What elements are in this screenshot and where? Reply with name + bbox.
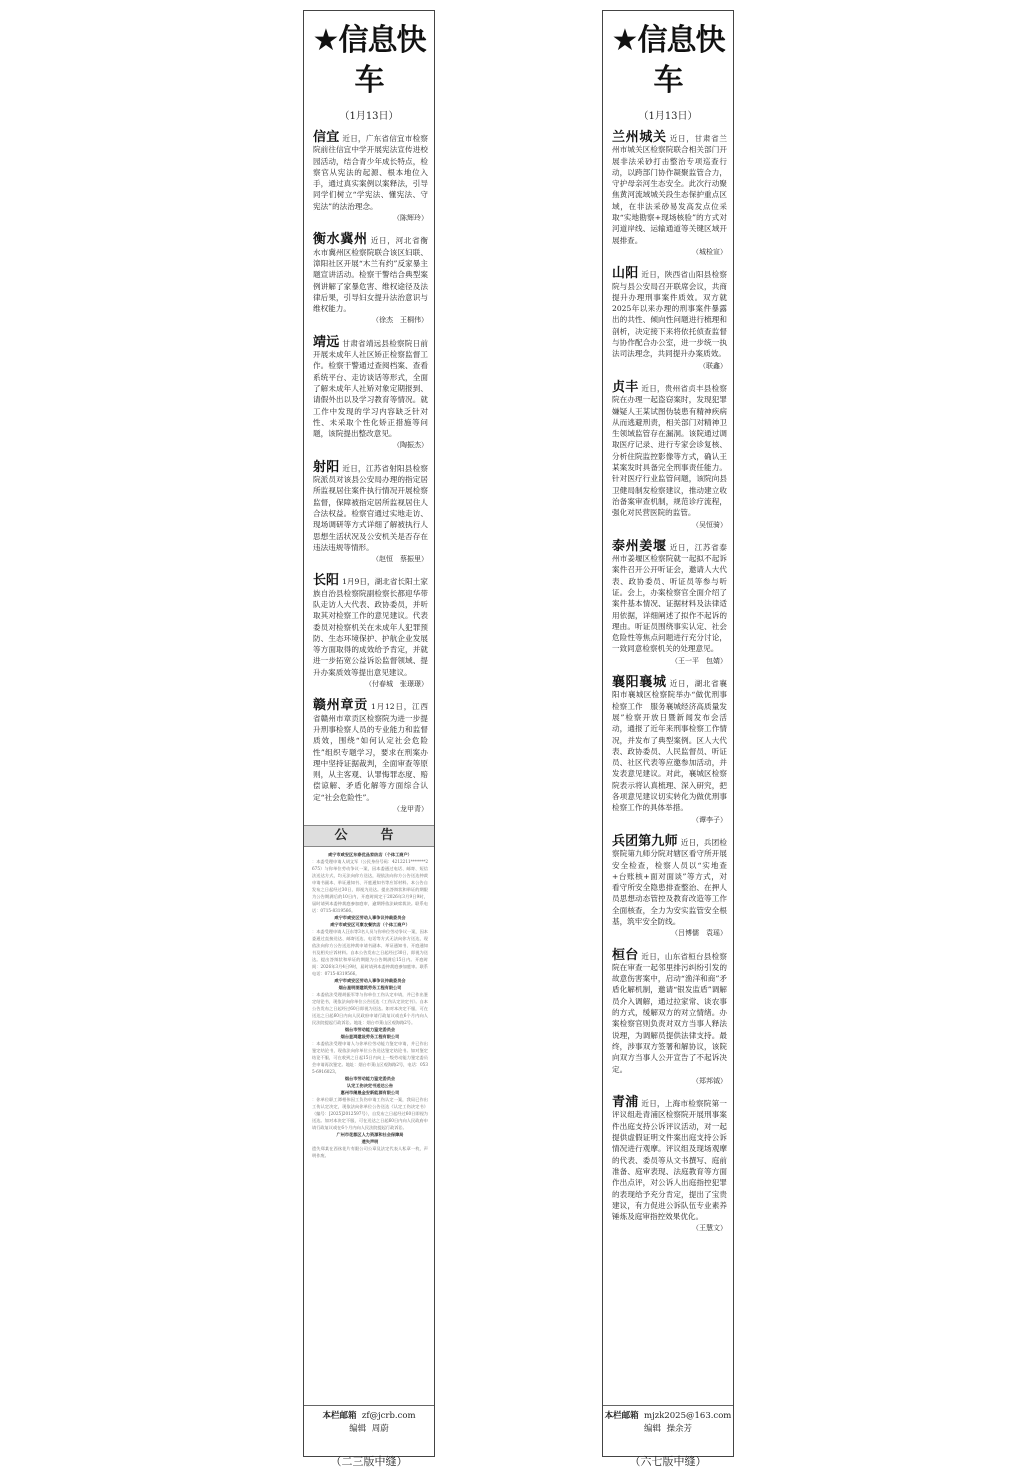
right-column [602,10,734,1457]
news-item-text: 甘肃省靖远县检察院日前开展未成年人社区矫正检察监督工作。检察干警通过查阅档案、查看系统平台、走访谈话等形式，全面了解未成年人社矫对象定期报到、请假外出以及学习教育等情况。就工作中发现的学习内容缺乏针对性、未采取个性化矫正措施等问题，该院提出整改意见。 [313,338,428,439]
news-item-text: 近日，兵团检察院第九师分院对辖区看守所开展安全检查，检察人员以“实地查+台账核+面对面谈”等方式，对看守所安全隐患排查整治、在押人员思想动态管控及教育改造等工作全面核查，全力为安实监管安全根基，筑牢安全防线。 [612,837,727,926]
news-item-place: 襄阳襄城 [612,675,667,691]
news-item-place: 衡水冀州 [313,232,368,248]
news-item [304,234,434,326]
notice-title: 烟台星明图建筑劳务工程有限公司 [338,985,402,991]
news-item-place: 靖远 [313,334,340,350]
news-item-author: （吴恒骑） [692,520,727,529]
news-item-text: 近日，陕西省山阳县检察院与县公安局召开联席会议，共商提升办理刑事案件质效。双方就2025年以来办理的刑事案件暴露出的共性、倾向性问题进行梳理和剖析，决定接下来将依托侦查监督与协作配合办公室，进一步统一执法司法理念，共同提升办案质效。 [612,270,727,359]
mailbox-left [304,1405,434,1456]
news-item-text: 近日，河北省衡水市冀州区检察院联合该区妇联、漳阳社区开展“木兰有约”反家暴主题宣讲活动。检察干警结合典型案例讲解了家暴危害、维权途径及法律后果，引导妇女提升法治意识与维权能力。 [313,236,428,314]
masthead-right: ★信息快车 [611,23,725,98]
news-item-text: 近日，上海市检察院第一评议组赴青浦区检察院开展刑事案件出庭支持公诉评议活动，对一起提供虚假证明文件案出庭支持公诉情况进行观摩。评议组及现场观摩的代表、委员等从文书撰写、庭前准备、庭审表现、法庭教育等方面作出点评，对公诉人出庭指控犯罪的表现给予充分肯定，提出了宝贵建议，有力促进公诉队伍专业素养锤炼及庭审指控效果优化。 [612,1099,727,1222]
news-item-text: 近日，甘肃省兰州市城关区检察院联合相关部门开展非法采砂打击整治专项巡查行动，以跨部门协作凝聚监管合力，守护母亲河生态安全。此次行动聚焦黄河流域城关段生态保护重点区域，在非法采砂易发高发点位采取“实地勘察+现场核验”的方式对河道岸线、运输通道等关键区域开展排查。 [612,134,727,245]
news-item-author: （赵恒 蔡振里） [372,555,428,564]
notice-text: 遗失郑某在西丝花片有限公司公章及法定代表人私章一枚，声明作废。 [312,1146,428,1159]
news-item-place: 青浦 [612,1095,639,1111]
left-stories [304,132,434,815]
news-item [603,947,733,1088]
news-item-text: 1月9日，湖北省长阳土家族自治县检察院副检察长都迎华带队走访人大代表、政协委员，并听取其对检察工作的意见建议。代表委员对检察机关在未成年人犯罪预防、生态环境保护、护航企业发展等方面取得的成效给予肯定，并就进一步拓宽公益诉讼监督领域、提升办案质效等提出意见建议。 [313,577,428,677]
news-item-author: （陶振杰） [393,441,428,450]
notice-title: 咸宁市咸安区可康农餐饮店（个体工商户） [330,922,410,928]
news-item-place: 山阳 [612,266,639,282]
notice-title: 咸宁市咸安区劳动人事争议仲裁委员会 [334,915,406,921]
notice-title: 烟台市劳动能力鉴定委员会 [344,1027,396,1033]
editor-name-right: 操余芳 [666,1424,692,1434]
mail-label-left: 本栏邮箱 [322,1411,357,1421]
news-item-author: （吕博儒 袁瑶） [671,929,727,938]
news-item [304,700,434,815]
news-item-place: 泰州姜堰 [612,538,667,554]
news-item-author: （联鑫） [699,361,727,370]
news-item-place: 贞丰 [612,379,639,395]
date-left: （1月13日） [339,111,399,122]
left-column [303,10,435,1457]
news-item-text: 近日，山东省桓台县检察院在审查一起邻里排污纠纷引发的故意伤害案中，启动“渔洋和商”矛盾化解机制，邀请“银发监盾”调解员介入调解，通过拉家常、谈农事的方式，缓解双方的对立情绪。办案检察官则负责对双方当事人释法说理，为调解员提供法律支持。最终，涉事双方签署和解协议，该院向双方当事人公开宣告了不起诉决定。 [612,951,727,1074]
editor-name-left: 周蔚 [371,1424,389,1434]
news-item-text: 近日，贵州省贞丰县检察院在办理一起盗窃案时，发现犯罪嫌疑人王某试图伪装患有精神疾病从而逃避刑责，相关部门对精神卫生领域监管存在漏洞。该院通过调取医疗记录、进行专家会诊复核、分析住院监控影像等方式，确认王某案发时具备完全刑事责任能力。针对医疗行业监管问题，该院向县卫健局制发检察建议，推动建立收治备案审查机制，规范诊疗流程，强化对民营医院的监管。 [612,383,727,518]
right-stories [603,132,733,1235]
mail-address-left[interactable]: zf@jcrb.com [361,1411,416,1421]
notice-text: ：本委受理申请人汪东等3名人员与你单位劳动争议一案，因本委通过直接送达、邮寄送达、电话等方式无法向你方送达，现依法向你方公告送达仲裁申请书副本、举证通知书、开庭通知书及相关应诉材料。自本公告发布之日起经过30日，即视为送达。提出答辩状和举证的期限为公告期满后15日内。开庭时间：2026年3月4日9时，届时请到本委仲裁庭参加庭审。联系电话：0715-8319566。 [312,929,428,977]
news-item-place: 桓台 [612,947,639,963]
news-item [304,575,434,690]
date-right: （1月13日） [638,111,698,122]
news-item [603,1097,733,1235]
news-item-author: （付春城 张璟璟） [365,680,428,689]
news-item [603,833,733,940]
notice-title: 惠州市阑晟金安新能源有限公司 [340,1090,400,1096]
notice-text: ：本委依法受理胡振军等与你单位工伤认定申请，并已作出鉴定结论书，现依法向你单位公告送达《工伤认定决定书》。自本公告发布之日起经过60日即视为送达。如对本决定不服，可在送达之日起60日内向人民政府申请行政复议或在6个月内向人民法院提起行政诉讼。地址：烟台市莱山区观海路2号。 [312,992,428,1026]
notice-body [304,847,434,1433]
masthead-left: ★信息快车 [312,23,426,98]
notice-title: 烟台显鸿建设劳务工程有限公司 [340,1034,400,1040]
news-item [603,538,733,667]
news-item-place: 兰州城关 [612,130,667,145]
news-item [603,132,733,258]
news-item-author: （城检宣） [692,247,727,256]
news-item [603,379,733,531]
news-item [304,459,434,566]
mail-address-right[interactable]: mjzk2025@163.com [644,1411,732,1421]
news-item-text: 1月12日，江西省赣州市章贡区检察院为进一步提升刑事检察人员的专业能力和监督质效，围绕“如何认定社会危险性”组织专题学习，要求在刑案办理中坚持证据裁判，全面审查等原则，从主客观、认罪悔罪态度、赔偿谅解、矛盾化解等方面综合认定“社会危险性”。 [313,702,428,802]
notice-title: 咸宁市咸安区东泰优品家纺店（个体工商户） [328,852,412,858]
news-item-author: （郑邦钺） [692,1076,727,1085]
notice-heading: 公 告 [304,825,434,847]
news-item [304,132,434,224]
notice-title: 广州市花都区人力资源和社会保障局 [336,1132,404,1138]
news-item [304,334,434,452]
news-item-author: （王慧文） [692,1224,727,1233]
notice-text: ：你单位职工谭相伟因工负伤申请工伤认定一案，我局已作出工伤认定决定，现依法向你单位公告送达《认定工伤决定书》（编号：[2025]2012597号），自发布之日起经过60日即视为送达。如对本决定不服，可在送达之日起60日内向人民政府申请行政复议或在6个月内向人民法院提起行政诉讼。 [312,1097,428,1131]
news-item-place: 长阳 [313,573,340,589]
news-item-place: 射阳 [313,459,340,475]
news-item-text: 近日，湖北省襄阳市襄城区检察院举办“做优刑事检察工作 服务襄城经济高质量发展”检察开放日暨新闻发布会活动，通报了近年来刑事检察工作情况，并发布了典型案例。区人大代表、政协委员、人民监督员、听证员、社区代表等应邀参加活动，并发表意见建议。对此，襄城区检察院表示将认真梳理、深入研究，把各项意见建议切实转化为做优刑事检察工作的具体举措。 [612,679,727,813]
editor-label-left: 编辑 [349,1424,367,1434]
news-item-author: （王一平 包婧） [671,656,727,665]
notice-title: 咸宁市咸安区劳动人事争议仲裁委员会 [334,978,406,984]
editor-label-right: 编辑 [644,1424,662,1434]
news-item [603,268,733,372]
seam-label-right: （六七版中缝） [629,1455,707,1468]
news-item-author: （陈辉玲） [393,214,428,223]
news-item [603,677,733,826]
mailbox-right [603,1405,733,1456]
news-item-place: 兵团第九师 [612,833,678,849]
news-item-text: 近日，广东省信宜市检察院前往信宜中学开展宪法宣传进校园活动，结合青少年成长特点，检察官从宪法的起源、根本地位入手，通过真实案例以案释法，引导同学们树立“学宪法、懂宪法、守宪法”的法治理念。 [313,134,428,211]
notice-title: 认定工伤决定书送达公告 [346,1083,394,1089]
news-item-author: （龙甲青） [393,805,428,814]
news-item-place: 信宜 [313,130,340,145]
notice-title: 烟台市劳动能力鉴定委员会 [344,1076,396,1082]
news-item-text: 近日，江苏省泰州市姜堰区检察院就一起拟不起诉案件召开公开听证会，邀请人大代表、政协委员、听证员等参与听证。会上，办案检察官全面介绍了案件基本情况、证据材料及法律适用依据，详细阐述了拟作不起诉的理由。听证员围绕事实认定、社会危险性等焦点问题进行充分讨论，一致同意检察机关的处理意见。 [612,542,727,654]
notice-text: ：本委依法受理申请人与你单位劳动能力鉴定申请，并已作出鉴定结论书，现依法向你单位公告送达鉴定结论书。如对鉴定结论不服，可在收到之日起15日内向上一级劳动能力鉴定委员会申请再次鉴定。地址：烟台市莱山区观海路2号，电话：0535-6916023。 [312,1041,428,1075]
notice-text: ：本委受理申请人胡文军（公民身份号码：4212211*******2675）与你单位劳动争议一案，因本委通过电话、邮寄、短信法送达方式，均无法向你方送达，现依法向你方公告送达仲裁申请书副本、举证通知书、开庭通知书等应诉材料。本公告自发布之日起经过30日，即视为送达。提出答辩状和举证的期限为公告期满后的10日内，开庭时间定于2026年3月9日9时，届时请到本委仲裁庭参加庭审，逾期将依法缺席裁决。联系电话：0715-8319566。 [312,859,428,914]
news-item-author: （徐杰 王桐伟） [372,316,428,325]
mail-label-right: 本栏邮箱 [604,1411,639,1421]
notice-title: 遗失声明 [361,1139,379,1145]
news-item-place: 赣州章贡 [313,698,369,714]
news-item-author: （谭李子） [692,815,727,824]
seam-label-left: （二三版中缝） [330,1455,408,1468]
news-item-text: 近日，江苏省射阳县检察院派员对该县公安局办理的指定居所监视居住案件执行情况开展检察监督，保障被指定居所监视居住人合法权益。检察官通过实地走访、现场调研等方式详细了解被执行人思想生活状况及公安机关是否存在违法违规等情形。 [313,463,428,552]
